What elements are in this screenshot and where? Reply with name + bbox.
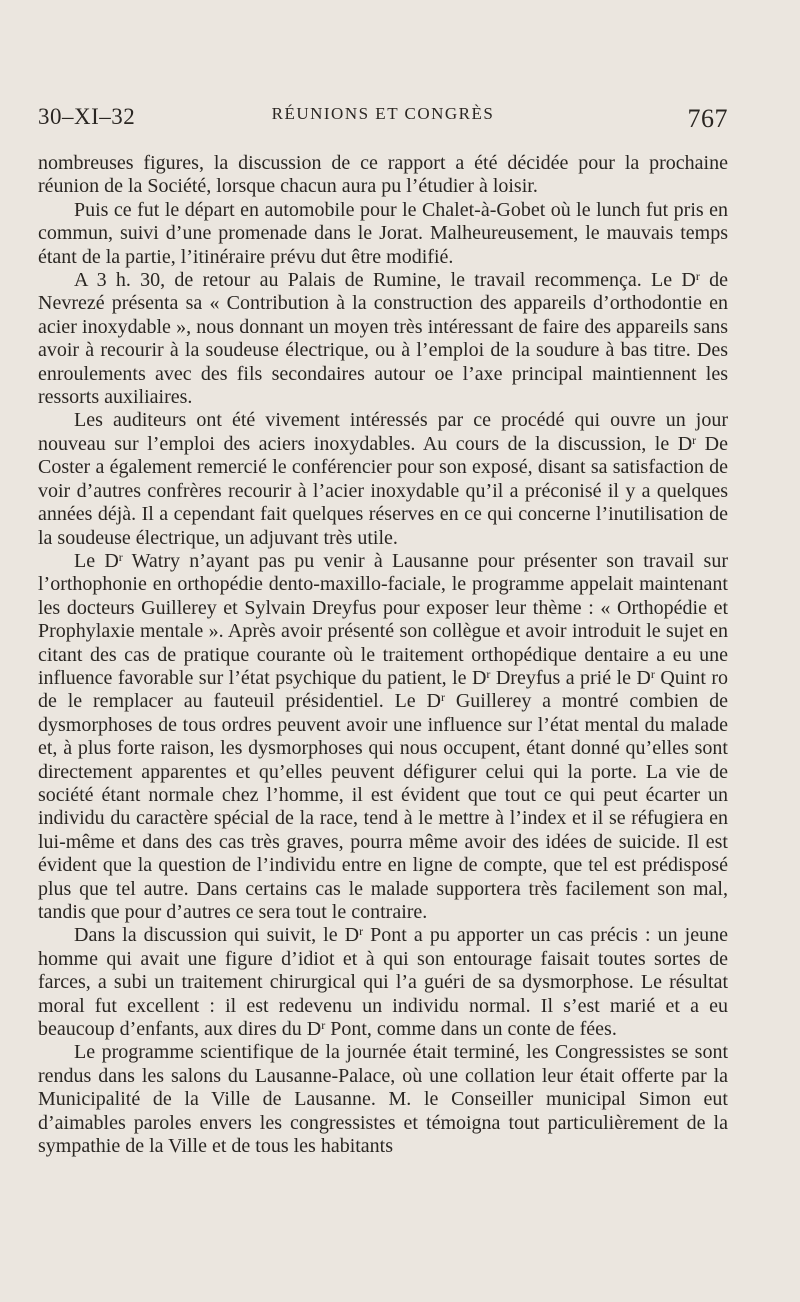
text-run: Pont, comme dans un conte de fées. xyxy=(325,1018,617,1041)
text-run: nombreuses figures, la discussion de ce rapport a été décidée pour la prochaine réunion de la Société, lorsque chacun aura pu l’étudier à loisir. xyxy=(38,152,728,198)
paragraph xyxy=(38,1041,728,1158)
text-run: de Nevrezé présenta sa « Contribution à la construction des appareils d’orthodontie en acier inoxydable », nous donnant un moyen très intéressant de faire des appareils sans avoir à recourir à la soudeuse électrique, ou à l’emploi de la soudure à bas titre. Des enroulements avec des fils secondaires autour oe l’axe principal maintiennent les ressorts auxiliaires. xyxy=(38,269,728,409)
paragraph xyxy=(38,924,728,1041)
superscript: r xyxy=(695,269,700,284)
header-title: RÉUNIONS ET CONGRÈS xyxy=(271,104,495,123)
text-run: Dans la discussion qui suivit, le D xyxy=(74,924,360,947)
superscript: r xyxy=(440,690,445,705)
text-run: Puis ce fut le départ en automobile pour le Chalet-à-Gobet où le lunch fut pris en commun, suivi d’une promenade dans le Jorat. Malheureusement, le mauvais temps étant de la partie, l’itinéraire prévu dut être modifié. xyxy=(38,198,728,268)
superscript: r xyxy=(118,549,123,564)
header-date: 30–XI–32 xyxy=(38,104,136,129)
superscript: r xyxy=(692,432,697,447)
superscript: r xyxy=(486,666,491,681)
paragraph xyxy=(38,199,728,269)
paragraph xyxy=(38,409,728,549)
body-text xyxy=(38,152,728,1158)
text-run: Watry n’ayant pas pu venir à Lausanne pour présenter son travail sur l’orthophonie en orthopédie dento-maxillo-faciale, le programme appelait maintenant les docteurs Guillerey et Sylvain Dreyfus pour exposer leur thème : « Orthopédie et Prophylaxie mentale ». Après avoir présenté son collègue et avoir introduit le sujet en citant des cas de pratique courante où le traitement orthopédique dentaire a eu une influence favorable sur l’état psychique du patient, le D xyxy=(38,549,728,689)
text-run: Le D xyxy=(74,549,119,572)
text-run: Le programme scientifique de la journée était terminé, les Congressistes se sont rendus dans les salons du Lausanne-Palace, où une collation leur était offerte par la Municipalité de la Ville de Lausanne. M. le Conseiller municipal Simon eut d’aimables paroles envers les congressistes et témoigna tout particulièrement de la sympathie de la Ville et de tous les habitants xyxy=(38,1041,728,1158)
paragraph xyxy=(38,152,728,199)
text-run: Guillerey a montré combien de dysmorphoses de tous ordres peuvent avoir une influence sur l’état mental du malade et, à plus forte raison, les dysmorphoses qui nous occupent, étant donné qu’elles sont directement apparentes et qu’elles peuvent défigurer celui qui la porte. La vie de société étant normale chez l’homme, il est évident que tout ce qui peut écarter un individu du caractère spécial de la race, tend à le mettre à l’index et il se réfugiera en lui-même et dans des cas très graves, pourra même avoir des idées de suicide. Il est évident que la question de l’individu entre en ligne de compte, que tel est prédisposé plus que tel autre. Dans certains cas le malade supportera très facilement son mal, tandis que pour d’autres ce sera tout le contraire. xyxy=(38,690,728,923)
text-run: De Coster a également remercié le conférencier pour son exposé, disant sa satisfaction de voir d’autres confrères recourir à l’acier inoxydable qu’il a préconisé il y a quelques années déjà. Il a cependant fait quelques réserves en ce qui concerne l’inutilisation de la soudeuse électrique, un adjuvant très utile. xyxy=(38,432,728,549)
text-run: Dreyfus a prié le D xyxy=(490,666,651,689)
text-run: Pont a pu apporter un cas précis : un jeune homme qui avait une figure d’idiot et à qui son entourage faisait toutes sortes de farces, a subi un traitement chirurgical qui l’a guéri de sa dysmorphose. Le résultat moral fut excellent : il est redevenu un individu normal. Il s’est marié et a eu beaucoup d’enfants, aux dires du D xyxy=(38,924,728,1041)
superscript: r xyxy=(359,924,364,939)
paragraph xyxy=(38,550,728,925)
text-run: A 3 h. 30, de retour au Palais de Rumine, le travail recommença. Le D xyxy=(74,269,696,292)
text-run: Quint ro de le remplacer au fauteuil présidentiel. Le D xyxy=(38,666,728,713)
running-header xyxy=(38,104,728,140)
superscript: r xyxy=(650,666,655,681)
page-number: 767 xyxy=(687,104,728,133)
paragraph xyxy=(38,269,728,409)
text-run: Les auditeurs ont été vivement intéressés par ce procédé qui ouvre un jour nouveau sur l’emploi des aciers inoxydables. Au cours de la discussion, le D xyxy=(38,409,728,455)
superscript: r xyxy=(321,1018,326,1033)
